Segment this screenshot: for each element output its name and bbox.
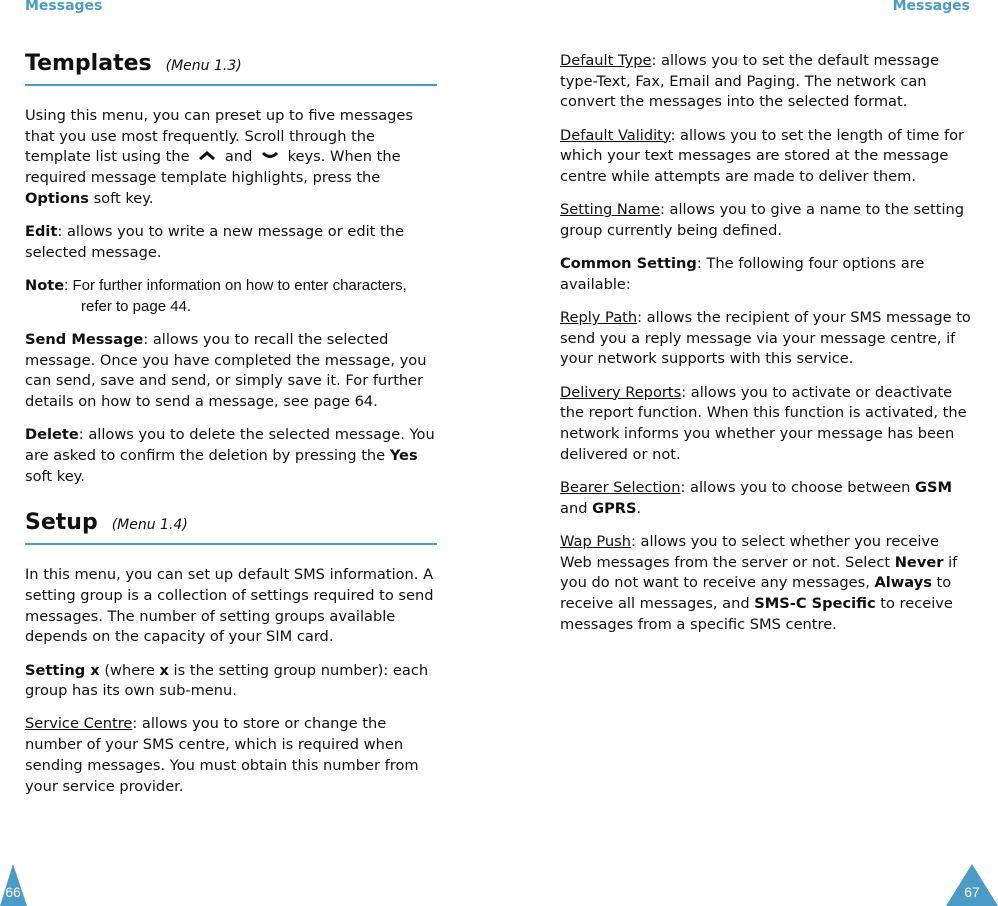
paragraph (560, 254, 972, 295)
page-number-right: 67 (946, 864, 998, 906)
text: : allows you to choose between (680, 478, 916, 496)
bold-term: SMS-C Specific (754, 594, 876, 612)
text: . (636, 499, 642, 517)
text: : allows you to select whether you receive Web messages from the server or not. Select (560, 532, 939, 571)
text: Using this menu, you can preset up to five messages that you use most frequently. Scroll through the template list using the (25, 107, 413, 166)
text: : allows you to give a name to the setting group currently being defined. (560, 201, 965, 239)
bold-term: GPRS (592, 499, 637, 517)
text: if you do not want to receive any messages, (560, 553, 958, 592)
bold-term: Delete (25, 426, 79, 444)
text: : allows you to store or change the number of your SMS centre, which is required when sending messages. You must obtain this number from your service provider. (25, 715, 419, 795)
text: is the setting group number): each group has its own sub-menu. (25, 661, 429, 700)
text: : allows you to set the default message type-Text, Fax, Email and Paging. The network can convert the messages into the selected format. (560, 52, 940, 111)
text: : allows you to set the length of time for which your text messages are stored at the message centre while attempts are made to deliver them. (560, 126, 965, 186)
option-name: Reply Path (560, 309, 638, 327)
text: : allows the recipient of your SMS message to send you a reply message via your message centre, if your network supports with this service. (560, 309, 971, 368)
page-number-left: 66 (0, 864, 52, 906)
text: and (560, 499, 593, 517)
text: : allows you to write a new message or edit the selected message. (25, 223, 404, 261)
text: to receive messages from a specific SMS centre. (560, 594, 953, 633)
option-name: Bearer Selection (560, 478, 681, 496)
menu-number: (Menu 1.4) (111, 517, 188, 534)
note-paragraph (25, 276, 437, 317)
text: : For further information on how to enter characters, refer to page 44. (64, 276, 407, 315)
paragraph (25, 222, 437, 263)
paragraph (560, 200, 972, 241)
text: keys. When the required message template highlights, press the (25, 148, 401, 187)
right-page-column (560, 51, 972, 648)
paragraph (25, 714, 437, 797)
text: : allows you to recall the selected message. Once you have completed the message, you can send, save and send, or simply save it. For further details on how to send a message, see page 64. (25, 330, 427, 410)
bold-term: Note (25, 276, 65, 294)
option-name: Service Centre (25, 715, 133, 733)
text: : The following four options are available: (560, 255, 925, 293)
option-name: Delivery Reports (560, 383, 682, 401)
option-name: Default Type (560, 52, 652, 69)
text: In this menu, you can set up default SMS information. A setting group is a collection of settings required to send messages. The number of setting groups available depends on the capacity of your SIM card. (25, 566, 434, 646)
bold-term: Yes (389, 446, 418, 464)
section-title: Setup (25, 510, 98, 536)
up-key-icon (194, 147, 220, 168)
section-title: Templates (25, 51, 152, 76)
paragraph (560, 308, 972, 370)
option-name: Default Validity (560, 126, 671, 144)
text: soft key. (25, 467, 85, 485)
bold-term: Always (874, 574, 932, 592)
bold-term: Send Message (25, 330, 144, 348)
bold-term: GSM (915, 478, 953, 496)
text: soft key. (88, 189, 154, 207)
section-heading (25, 50, 437, 86)
text: : allows you to activate or deactivate the report function. When this function is activated, the network informs you whether your message has been delivered or not. (560, 383, 967, 463)
bold-term: Setting x (25, 661, 100, 679)
paragraph (25, 661, 437, 702)
running-head-left: Messages (25, 0, 103, 14)
option-name: Setting Name (560, 201, 660, 219)
section-heading (25, 509, 437, 545)
paragraph (25, 425, 437, 487)
down-key-icon (257, 147, 283, 168)
paragraph (25, 330, 437, 413)
left-page-column (25, 50, 437, 810)
text: and (220, 148, 257, 166)
paragraph (560, 383, 972, 466)
paragraph (560, 478, 972, 519)
text: (where (99, 661, 160, 679)
bold-term: x (159, 661, 169, 679)
bold-term: Common Setting (560, 255, 697, 273)
text: : allows you to delete the selected message. You are asked to confirm the deletion by pressing the (25, 426, 435, 464)
paragraph (560, 532, 972, 636)
paragraph (25, 565, 437, 648)
paragraph (560, 51, 972, 113)
text: to receive all messages, and (560, 574, 952, 612)
bold-term: Never (894, 553, 944, 571)
paragraph (560, 126, 972, 188)
running-head-right: Messages (892, 0, 970, 14)
bold-term: Options (25, 189, 89, 207)
paragraph (25, 106, 437, 210)
option-name: Wap Push (560, 532, 631, 550)
bold-term: Edit (25, 223, 58, 241)
menu-number: (Menu 1.3) (165, 58, 242, 74)
